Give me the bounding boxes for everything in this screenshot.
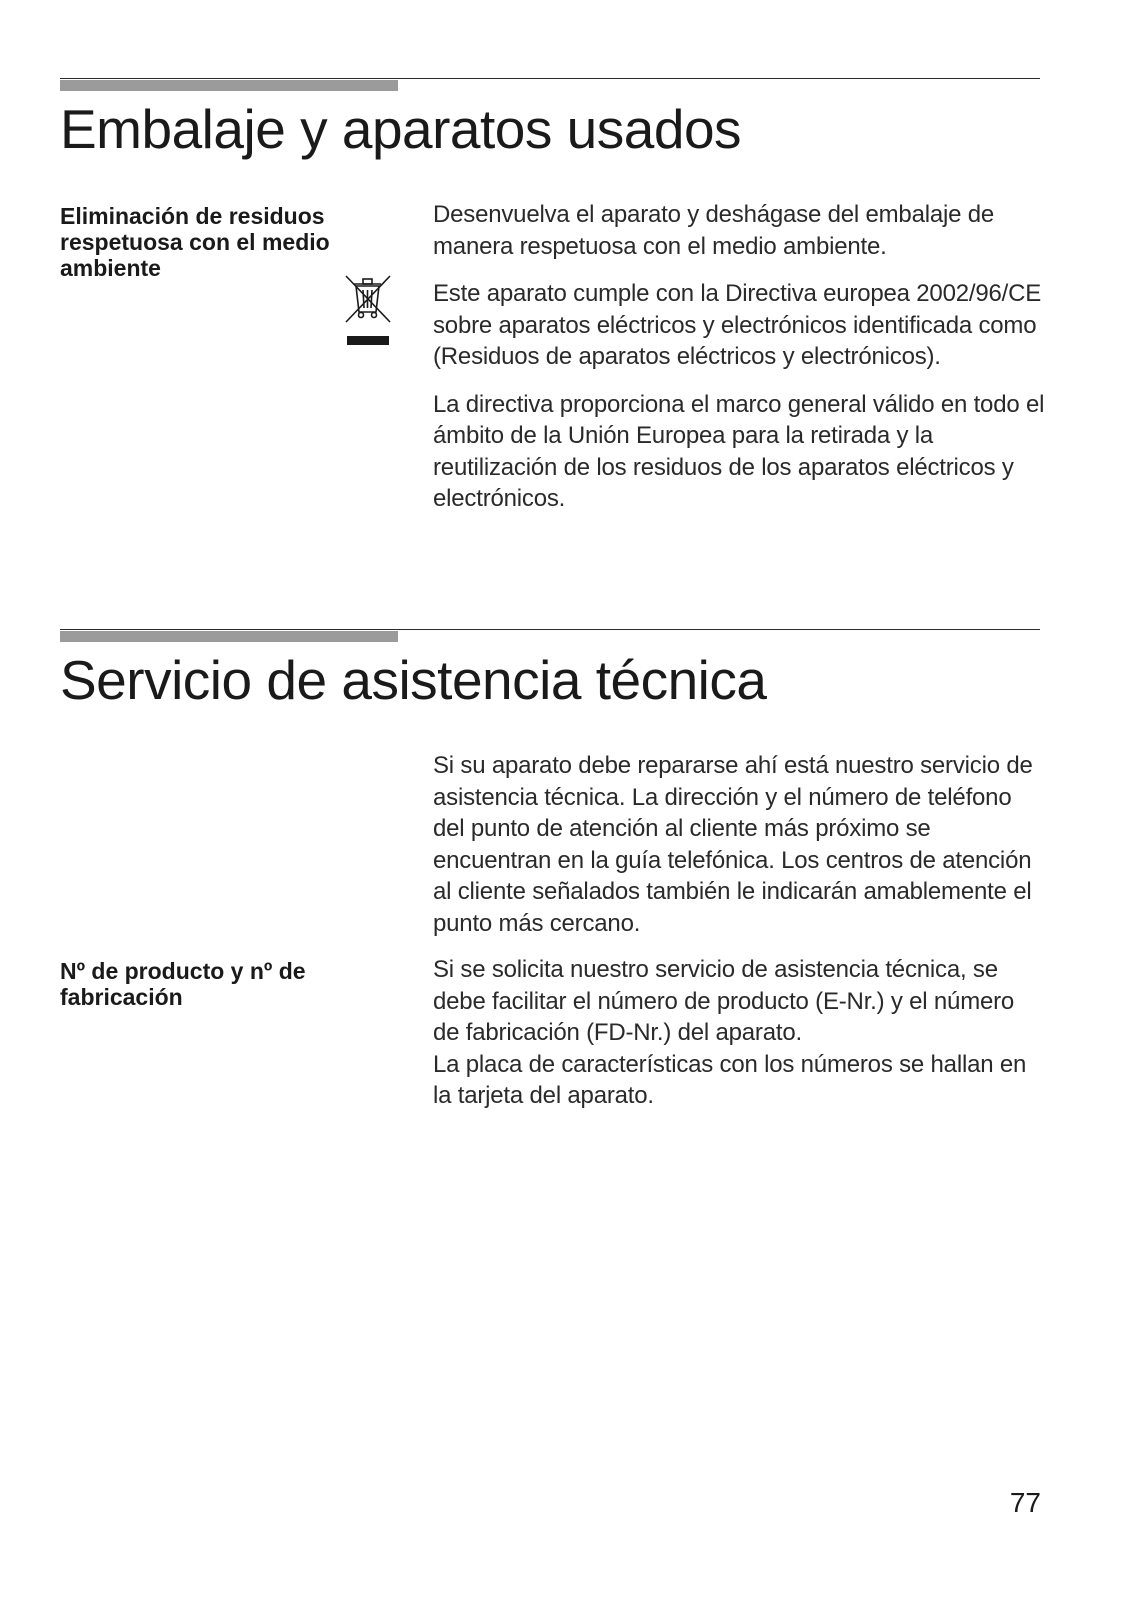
side-label-product-number: Nº de producto y nº de fabricación	[60, 958, 306, 1010]
paragraph: La directiva proporciona el marco general válido en todo el ámbito de la Unión Europea para la retirada y la reutilización de los residuos de los aparatos eléctricos y electrónicos.	[433, 390, 1045, 512]
section-title-packaging: Embalaje y aparatos usados	[60, 98, 742, 160]
section-body-technical-service	[433, 750, 1045, 955]
section-body-packaging	[433, 199, 1045, 531]
paragraph: Desenvuelva el aparato y deshágase del embalaje de manera respetuosa con el medio ambiente.	[433, 201, 995, 260]
paragraph: Este aparato cumple con la Directiva europea 2002/96/CE sobre aparatos eléctricos y electrónicos identificada como (Residuos de aparatos eléctricos y electrónicos).	[433, 280, 1042, 370]
section-title-technical-service: Servicio de asistencia técnica	[60, 649, 767, 711]
paragraph-line: La placa de características con los números se hallan en la tarjeta del aparato.	[433, 1050, 1027, 1109]
paragraph: Si su aparato debe repararse ahí está nuestro servicio de asistencia técnica. La dirección y el número de teléfono del punto de atención al cliente más próximo se encuentran en la guía telefónica. Los centros de atención al cliente señalados también le indicarán amablemente el punto más cercano.	[433, 752, 1033, 937]
side-label-waste-disposal: Eliminación de residuos respetuosa con el medio ambiente	[60, 203, 330, 281]
crossed-out-wheelie-bin-icon	[343, 272, 393, 348]
section-rule-accent	[60, 80, 398, 91]
paragraph	[433, 954, 1045, 1112]
page-number: 77	[1009, 1487, 1041, 1518]
section-body-product-number	[433, 954, 1045, 1128]
section-rule-accent	[60, 631, 398, 642]
section-rule	[60, 629, 1040, 630]
section-rule	[60, 78, 1040, 79]
paragraph-line: Si se solicita nuestro servicio de asistencia técnica, se debe facilitar el número de producto (E-Nr.) y el número de fabricación (FD-Nr.) del aparato.	[433, 956, 1015, 1046]
